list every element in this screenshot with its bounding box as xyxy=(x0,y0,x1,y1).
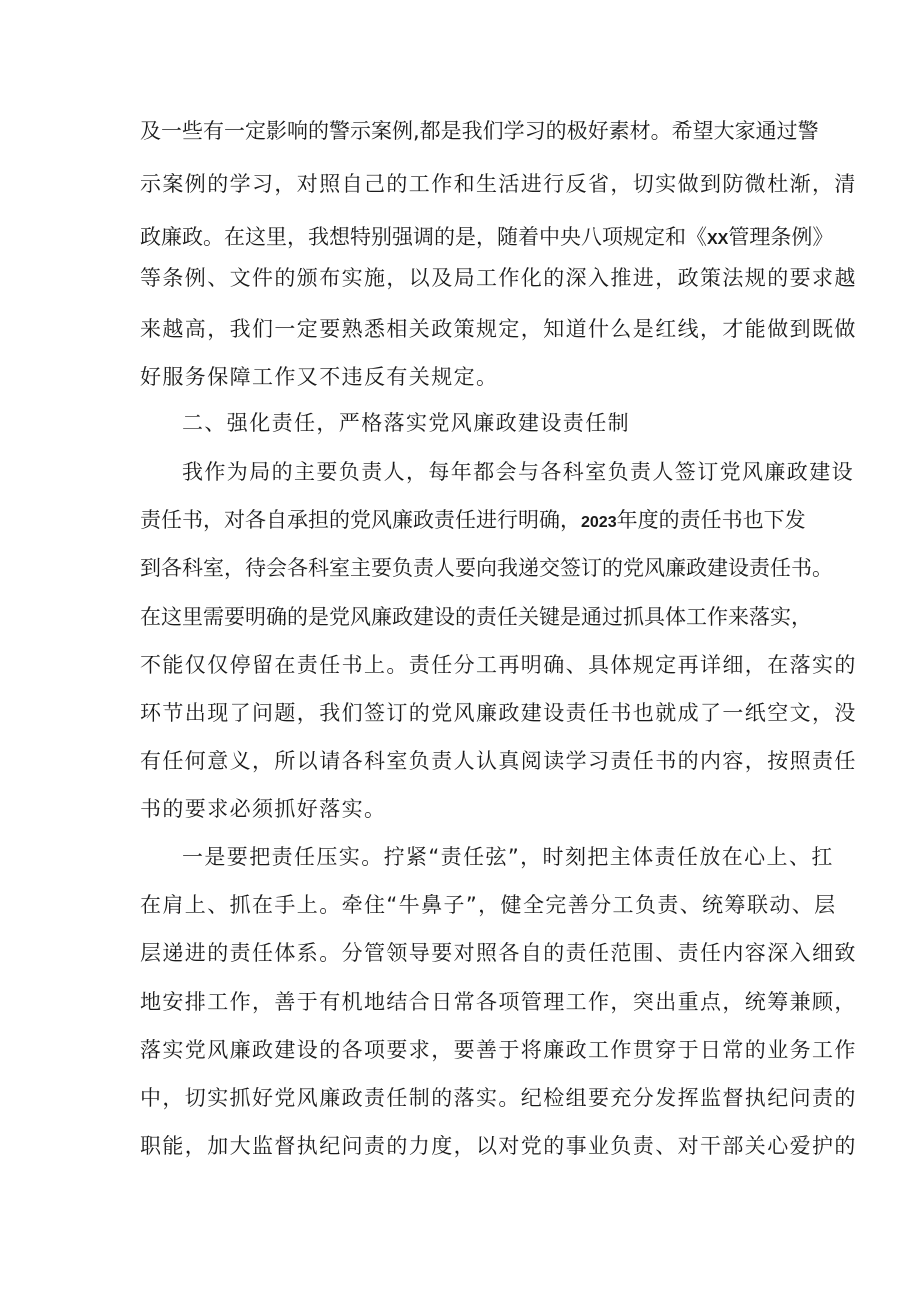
paragraph-1-line-5: 来越高，我们一定要熟悉相关政策规定，知道什么是红线，才能做到既做 xyxy=(140,317,857,341)
paragraph-3-line-1: 一是要把责任压实。拧紧“责任弦”，时刻把主体责任放在心上、扛 xyxy=(182,845,834,869)
paragraph-2-line-7: 有任何意义，所以请各科室负责人认真阅读学习责任书的内容，按照责任 xyxy=(140,749,857,773)
paragraph-1-line-6: 好服务保障工作又不违反有关规定。 xyxy=(140,365,499,389)
paragraph-1-line-2: 示案例的学习，对照自己的工作和生活进行反省，切实做到防微杜渐，清 xyxy=(140,172,857,196)
paragraph-2-line-2-text-a: 责任书，对各自承担的党风廉政责任进行明确， xyxy=(140,508,581,532)
paragraph-2-line-4: 在这里需要明确的是党风廉政建设的责任关键是通过抓具体工作来落实， xyxy=(140,605,812,629)
paragraph-2-line-3: 到各科室，待会各科室主要负责人要向我递交签订的党风廉政建设责任书。 xyxy=(140,556,833,580)
paragraph-2-line-2-text-c: 年度的责任书也下发 xyxy=(616,508,806,532)
paragraph-3-line-6: 中，切实抓好党风廉政责任制的落实。纪检组要充分发挥监督执纪问责的 xyxy=(140,1086,857,1110)
paragraph-1-line-3 xyxy=(140,217,920,257)
paragraph-1-line-4: 等条例、文件的颁布实施，以及局工作化的深入推进，政策法规的要求越 xyxy=(140,266,857,290)
year-number: 2023 xyxy=(581,514,617,531)
paragraph-3-line-4: 地安排工作，善于有机地结合日常各项管理工作，突出重点，统筹兼顾， xyxy=(140,990,857,1014)
paragraph-3-line-3: 层递进的责任体系。分管领导要对照各自的责任范围、责任内容深入细致 xyxy=(140,941,857,965)
paragraph-3-line-5: 落实党风廉政建设的各项要求，要善于将廉政工作贯穿于日常的业务工作 xyxy=(140,1038,857,1062)
paragraph-3-line-2: 在肩上、抓在手上。牵住“牛鼻子”，健全完善分工负责、统筹联动、层 xyxy=(140,893,837,917)
paragraph-1-line-3-text-a: 政廉政。在这里，我想特别强调的是，随着中央八项规定和《 xyxy=(140,225,707,249)
regulation-name-placeholder: XX xyxy=(707,231,729,248)
paragraph-1-line-3-text-c: 管理条例》 xyxy=(728,225,834,249)
paragraph-2-line-1: 我作为局的主要负责人，每年都会与各科室负责人签订党风廉政建设 xyxy=(182,460,854,484)
paragraph-2-line-8: 书的要求必须抓好落实。 xyxy=(140,797,387,821)
section-heading-2: 二、强化责任，严格落实党风廉政建设责任制 xyxy=(182,411,630,435)
paragraph-3-line-7: 职能，加大监督执纪问责的力度，以对党的事业负责、对干部关心爱护的 xyxy=(140,1134,857,1158)
paragraph-2-line-2 xyxy=(140,500,920,540)
paragraph-2-line-6: 环节出现了问题，我们签订的党风廉政建设责任书也就成了一纸空文，没 xyxy=(140,701,857,725)
paragraph-2-line-5: 不能仅仅停留在责任书上。责任分工再明确、具体规定再详细，在落实的 xyxy=(140,653,857,677)
paragraph-1-line-1: 及一些有一定影响的警示案例,都是我们学习的极好素材。希望大家通过警 xyxy=(140,119,819,143)
